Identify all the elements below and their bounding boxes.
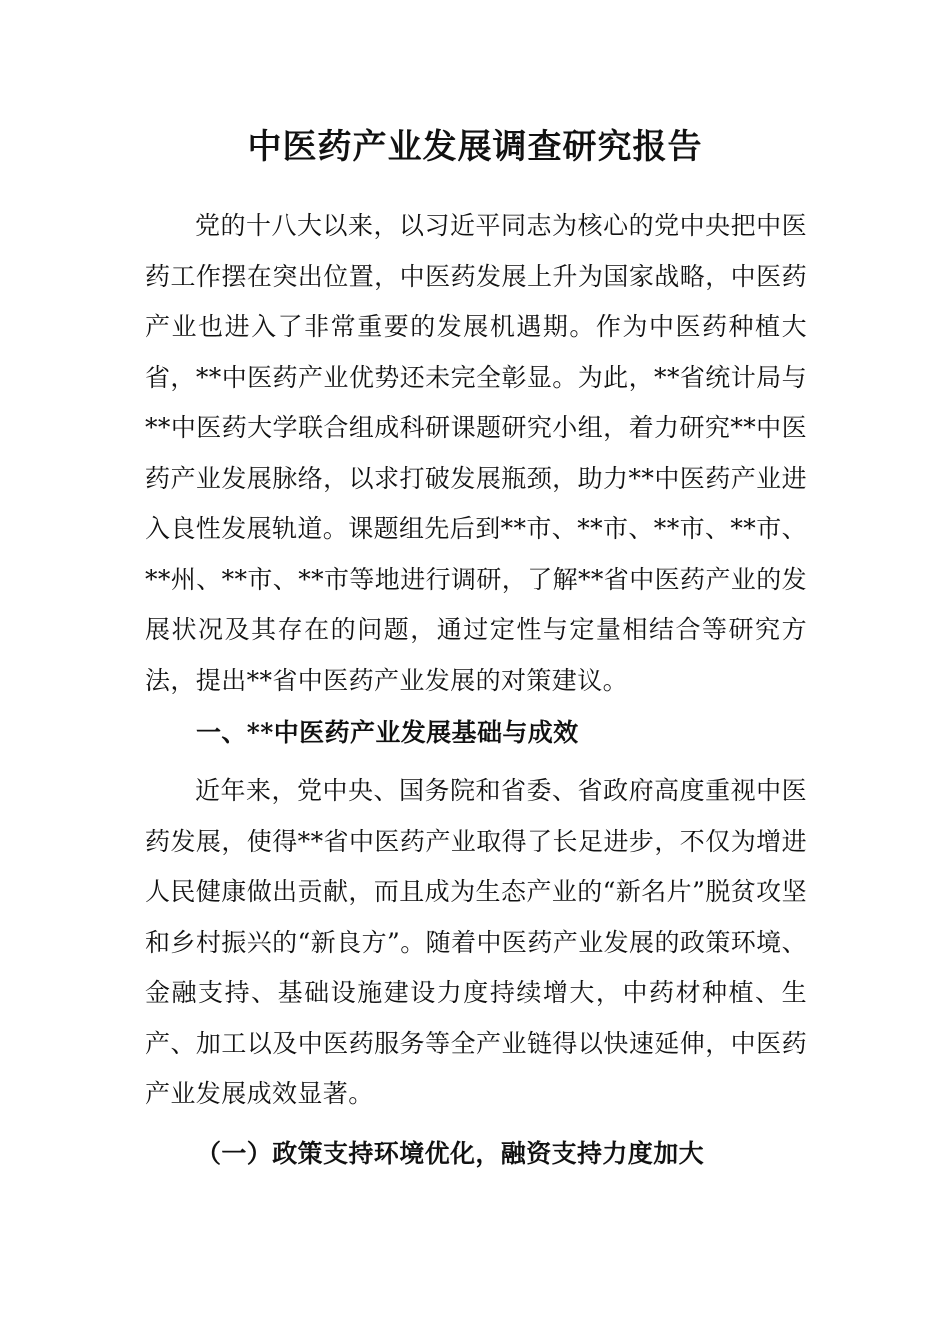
intro-paragraph: 党的十八大以来，以习近平同志为核心的党中央把中医药工作摆在突出位置，中医药发展上升为国家战略，中医药产业也进入了非常重要的发展机遇期。作为中医药种植大省，**中医药产业优势还未完全彰显。为此，**省统计局与**中医药大学联合组成科研课题研究小组，着力研究**中医药产业发展脉络，以求打破发展瓶颈，助力**中医药产业进入良性发展轨道。课题组先后到**市、**市、**市、**市、**州、**市、**市等地进行调研，了解**省中医药产业的发展状况及其存在的问题，通过定性与定量相结合等研究方法，提出**省中医药产业发展的对策建议。 — [145, 211, 808, 695]
section-paragraph: 近年来，党中央、国务院和省委、省政府高度重视中医药发展，使得**省中医药产业取得了长足进步，不仅为增进人民健康做出贡献，而且成为生态产业的“新名片”脱贫攻坚和乡村振兴的“新良方”。随着中医药产业发展的政策环境、金融支持、基础设施建设力度持续增大，中药材种植、生产、加工以及中医药服务等全产业链得以快速延伸，中医药产业发展成效显著。 — [145, 776, 807, 1108]
subsection-heading: （一）政策支持环境优化，融资支持力度加大 — [196, 1139, 705, 1168]
document-title: 中医药产业发展调查研究报告 — [247, 127, 703, 167]
section-heading: 一、**中医药产业发展基础与成效 — [196, 718, 579, 747]
